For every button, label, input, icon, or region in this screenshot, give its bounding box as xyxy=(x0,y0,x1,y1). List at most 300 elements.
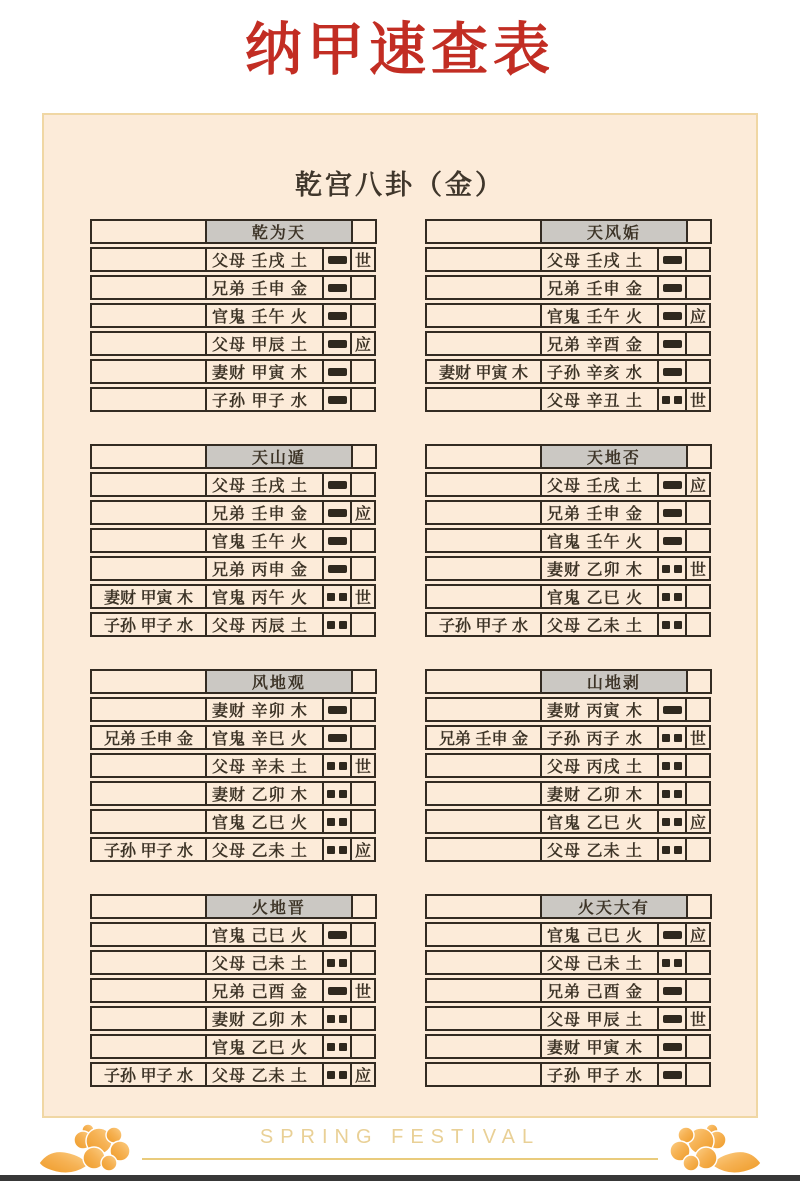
yin-line-cell xyxy=(322,837,352,862)
six-relation-cell: 兄弟 壬申 金 xyxy=(540,500,659,525)
yang-line-cell xyxy=(657,359,687,384)
page-title: 纳甲速查表 xyxy=(245,18,555,82)
table-row xyxy=(425,837,712,862)
yang-line-cell xyxy=(657,500,687,525)
table-row xyxy=(90,612,377,637)
six-relation-cell: 父母 壬戌 土 xyxy=(540,247,659,272)
yang-line-icon xyxy=(663,1015,682,1023)
fushen-cell xyxy=(90,922,207,947)
six-relation-cell: 子孙 甲子 水 xyxy=(205,387,324,412)
yang-line-icon xyxy=(328,312,347,320)
yang-line-icon xyxy=(328,931,347,939)
six-relation-cell: 妻财 乙卯 木 xyxy=(540,781,659,806)
table-row xyxy=(425,556,712,581)
yang-line-cell xyxy=(322,528,352,553)
table-row xyxy=(90,1062,377,1087)
yin-line-cell xyxy=(657,612,687,637)
yin-line-cell xyxy=(657,387,687,412)
yang-line-cell xyxy=(322,922,352,947)
six-relation-cell: 官鬼 辛巳 火 xyxy=(205,725,324,750)
six-relation-cell: 官鬼 己巳 火 xyxy=(540,922,659,947)
shi-ying-marker-cell xyxy=(685,697,711,722)
shi-ying-marker-cell: 应 xyxy=(685,472,711,497)
hexagram-table xyxy=(425,669,712,862)
fushen-cell xyxy=(90,556,207,581)
marker-cell-empty xyxy=(686,219,712,244)
table-row xyxy=(90,247,377,272)
fushen-cell xyxy=(90,1006,207,1031)
yin-line-cell xyxy=(657,584,687,609)
six-relation-cell: 父母 己未 土 xyxy=(540,950,659,975)
table-row xyxy=(425,1062,712,1087)
marker-cell-empty xyxy=(686,444,712,469)
yin-line-cell xyxy=(657,753,687,778)
shi-ying-marker-cell xyxy=(350,950,376,975)
shi-ying-marker-cell xyxy=(685,584,711,609)
yin-line-cell xyxy=(322,781,352,806)
yang-line-icon xyxy=(663,706,682,714)
fushen-cell-empty xyxy=(90,444,207,469)
fushen-cell: 兄弟 壬申 金 xyxy=(425,725,542,750)
fushen-cell xyxy=(90,359,207,384)
shi-ying-marker-cell xyxy=(685,837,711,862)
shi-ying-marker-cell: 世 xyxy=(685,556,711,581)
yin-line-icon xyxy=(327,593,347,601)
table-row xyxy=(425,500,712,525)
six-relation-cell: 妻财 乙卯 木 xyxy=(205,1006,324,1031)
fushen-cell xyxy=(425,247,542,272)
shi-ying-marker-cell xyxy=(685,528,711,553)
shi-ying-marker-cell xyxy=(350,922,376,947)
six-relation-cell: 妻财 乙卯 木 xyxy=(540,556,659,581)
six-relation-cell: 官鬼 乙巳 火 xyxy=(205,809,324,834)
yin-line-icon xyxy=(662,396,682,404)
shi-ying-marker-cell: 应 xyxy=(350,1062,376,1087)
shi-ying-marker-cell: 应 xyxy=(350,500,376,525)
footer-divider xyxy=(142,1158,658,1160)
yin-line-cell xyxy=(322,809,352,834)
yang-line-cell xyxy=(657,303,687,328)
six-relation-cell: 兄弟 丙申 金 xyxy=(205,556,324,581)
hexagram-name: 天地否 xyxy=(540,444,688,469)
yang-line-icon xyxy=(663,284,682,292)
yang-line-cell xyxy=(657,1034,687,1059)
shi-ying-marker-cell: 世 xyxy=(350,584,376,609)
table-row xyxy=(90,781,377,806)
fushen-cell: 子孙 甲子 水 xyxy=(90,612,207,637)
six-relation-cell: 父母 辛丑 土 xyxy=(540,387,659,412)
fushen-cell xyxy=(90,697,207,722)
table-header-row xyxy=(90,219,377,244)
cloud-right-icon xyxy=(664,1120,764,1176)
table-row xyxy=(90,275,377,300)
marker-cell-empty xyxy=(351,669,377,694)
fushen-cell xyxy=(90,753,207,778)
six-relation-cell: 妻财 丙寅 木 xyxy=(540,697,659,722)
shi-ying-marker-cell xyxy=(685,781,711,806)
yang-line-cell xyxy=(322,387,352,412)
shi-ying-marker-cell xyxy=(350,1006,376,1031)
shi-ying-marker-cell: 世 xyxy=(685,1006,711,1031)
table-row xyxy=(425,331,712,356)
fushen-cell xyxy=(425,837,542,862)
shi-ying-marker-cell: 应 xyxy=(685,922,711,947)
fushen-cell xyxy=(425,809,542,834)
marker-cell-empty xyxy=(686,669,712,694)
fushen-cell xyxy=(90,1034,207,1059)
yang-line-cell xyxy=(322,978,352,1003)
yang-line-cell xyxy=(657,1006,687,1031)
shi-ying-marker-cell xyxy=(350,725,376,750)
fushen-cell xyxy=(425,331,542,356)
six-relation-cell: 父母 辛未 土 xyxy=(205,753,324,778)
table-row xyxy=(425,1034,712,1059)
yang-line-icon xyxy=(328,509,347,517)
yin-line-cell xyxy=(322,1034,352,1059)
shi-ying-marker-cell xyxy=(350,528,376,553)
table-row xyxy=(425,697,712,722)
shi-ying-marker-cell xyxy=(350,697,376,722)
shi-ying-marker-cell xyxy=(350,303,376,328)
yang-line-icon xyxy=(328,706,347,714)
yang-line-cell xyxy=(657,528,687,553)
yin-line-icon xyxy=(662,734,682,742)
fushen-cell xyxy=(90,472,207,497)
shi-ying-marker-cell xyxy=(685,247,711,272)
hexagram-name: 山地剥 xyxy=(540,669,688,694)
table-row xyxy=(90,725,377,750)
shi-ying-marker-cell: 世 xyxy=(350,247,376,272)
six-relation-cell: 子孙 丙子 水 xyxy=(540,725,659,750)
table-row xyxy=(90,922,377,947)
shi-ying-marker-cell: 世 xyxy=(350,753,376,778)
six-relation-cell: 妻财 乙卯 木 xyxy=(205,781,324,806)
fushen-cell xyxy=(425,753,542,778)
fushen-cell xyxy=(425,556,542,581)
fushen-cell: 兄弟 壬申 金 xyxy=(90,725,207,750)
yang-line-cell xyxy=(657,472,687,497)
six-relation-cell: 官鬼 乙巳 火 xyxy=(540,584,659,609)
six-relation-cell: 官鬼 丙午 火 xyxy=(205,584,324,609)
yang-line-icon xyxy=(663,481,682,489)
hexagram-table xyxy=(90,894,377,1087)
table-header-row xyxy=(90,894,377,919)
yin-line-cell xyxy=(657,950,687,975)
yang-line-cell xyxy=(657,247,687,272)
yang-line-icon xyxy=(328,565,347,573)
yang-line-icon xyxy=(328,256,347,264)
six-relation-cell: 兄弟 己酉 金 xyxy=(205,978,324,1003)
yang-line-cell xyxy=(322,556,352,581)
fushen-cell xyxy=(425,387,542,412)
table-row xyxy=(90,1006,377,1031)
table-header-row xyxy=(425,444,712,469)
fushen-cell xyxy=(425,528,542,553)
table-row xyxy=(90,331,377,356)
six-relation-cell: 兄弟 辛酉 金 xyxy=(540,331,659,356)
fushen-cell xyxy=(90,500,207,525)
six-relation-cell: 妻财 甲寅 木 xyxy=(205,359,324,384)
table-row xyxy=(90,359,377,384)
yin-line-cell xyxy=(322,612,352,637)
shi-ying-marker-cell xyxy=(685,950,711,975)
yang-line-icon xyxy=(663,368,682,376)
yang-line-cell xyxy=(322,697,352,722)
yang-line-icon xyxy=(328,284,347,292)
yang-line-cell xyxy=(657,922,687,947)
yang-line-cell xyxy=(322,725,352,750)
six-relation-cell: 父母 己未 土 xyxy=(205,950,324,975)
fushen-cell xyxy=(425,584,542,609)
shi-ying-marker-cell xyxy=(685,275,711,300)
shi-ying-marker-cell xyxy=(350,809,376,834)
shi-ying-marker-cell xyxy=(350,359,376,384)
table-header-row xyxy=(425,894,712,919)
fushen-cell xyxy=(90,387,207,412)
yin-line-icon xyxy=(662,959,682,967)
yang-line-cell xyxy=(322,275,352,300)
table-row xyxy=(425,950,712,975)
fushen-cell xyxy=(90,950,207,975)
shi-ying-marker-cell: 应 xyxy=(685,809,711,834)
yang-line-cell xyxy=(657,331,687,356)
table-row xyxy=(90,472,377,497)
table-row xyxy=(425,978,712,1003)
fushen-cell: 子孙 甲子 水 xyxy=(425,612,542,637)
tables-grid xyxy=(90,219,712,1087)
table-row xyxy=(425,809,712,834)
marker-cell-empty xyxy=(686,894,712,919)
cloud-left-icon xyxy=(36,1120,136,1176)
yang-line-cell xyxy=(657,978,687,1003)
six-relation-cell: 父母 乙未 土 xyxy=(540,837,659,862)
shi-ying-marker-cell xyxy=(350,781,376,806)
fushen-cell-empty xyxy=(90,219,207,244)
fushen-cell xyxy=(425,1062,542,1087)
yang-line-cell xyxy=(322,303,352,328)
table-row xyxy=(90,584,377,609)
shi-ying-marker-cell xyxy=(685,359,711,384)
fushen-cell xyxy=(90,303,207,328)
table-row xyxy=(425,247,712,272)
six-relation-cell: 兄弟 壬申 金 xyxy=(205,500,324,525)
hexagram-table xyxy=(90,444,377,637)
yang-line-icon xyxy=(663,1071,682,1079)
table-row xyxy=(425,275,712,300)
yang-line-icon xyxy=(663,509,682,517)
yin-line-cell xyxy=(657,809,687,834)
yin-line-cell xyxy=(322,753,352,778)
fushen-cell xyxy=(425,1034,542,1059)
yang-line-cell xyxy=(322,331,352,356)
six-relation-cell: 父母 壬戌 土 xyxy=(205,472,324,497)
six-relation-cell: 官鬼 乙巳 火 xyxy=(205,1034,324,1059)
hexagram-name: 天风姤 xyxy=(540,219,688,244)
six-relation-cell: 官鬼 壬午 火 xyxy=(540,528,659,553)
fushen-cell: 子孙 甲子 水 xyxy=(90,837,207,862)
shi-ying-marker-cell: 应 xyxy=(350,837,376,862)
six-relation-cell: 兄弟 壬申 金 xyxy=(205,275,324,300)
yang-line-icon xyxy=(663,931,682,939)
table-row xyxy=(90,950,377,975)
table-row xyxy=(90,753,377,778)
yang-line-icon xyxy=(663,256,682,264)
table-row xyxy=(425,725,712,750)
fushen-cell-empty xyxy=(425,669,542,694)
fushen-cell xyxy=(90,809,207,834)
hexagram-name: 风地观 xyxy=(205,669,353,694)
six-relation-cell: 子孙 辛亥 水 xyxy=(540,359,659,384)
hexagram-table xyxy=(90,219,377,412)
shi-ying-marker-cell: 世 xyxy=(685,725,711,750)
yang-line-cell xyxy=(657,697,687,722)
yin-line-icon xyxy=(327,1015,347,1023)
six-relation-cell: 父母 丙辰 土 xyxy=(205,612,324,637)
six-relation-cell: 官鬼 己巳 火 xyxy=(205,922,324,947)
hexagram-name: 火地晋 xyxy=(205,894,353,919)
bottom-bar xyxy=(0,1175,800,1181)
fushen-cell xyxy=(90,781,207,806)
six-relation-cell: 父母 丙戌 土 xyxy=(540,753,659,778)
yin-line-cell xyxy=(322,1062,352,1087)
shi-ying-marker-cell: 世 xyxy=(685,387,711,412)
six-relation-cell: 妻财 甲寅 木 xyxy=(540,1034,659,1059)
shi-ying-marker-cell xyxy=(350,275,376,300)
fushen-cell xyxy=(425,275,542,300)
fushen-cell xyxy=(90,247,207,272)
yin-line-cell xyxy=(322,584,352,609)
table-row xyxy=(90,809,377,834)
fushen-cell-empty xyxy=(90,669,207,694)
yang-line-icon xyxy=(663,987,682,995)
table-row xyxy=(425,472,712,497)
shi-ying-marker-cell xyxy=(685,612,711,637)
shi-ying-marker-cell xyxy=(350,612,376,637)
fushen-cell-empty xyxy=(425,444,542,469)
yang-line-icon xyxy=(663,340,682,348)
yang-line-cell xyxy=(322,359,352,384)
fushen-cell xyxy=(90,528,207,553)
marker-cell-empty xyxy=(351,894,377,919)
six-relation-cell: 官鬼 壬午 火 xyxy=(540,303,659,328)
fushen-cell: 妻财 甲寅 木 xyxy=(90,584,207,609)
table-row xyxy=(90,697,377,722)
table-row xyxy=(90,556,377,581)
fushen-cell xyxy=(425,781,542,806)
table-row xyxy=(425,781,712,806)
yin-line-cell xyxy=(322,1006,352,1031)
six-relation-cell: 父母 甲辰 土 xyxy=(540,1006,659,1031)
fushen-cell xyxy=(90,275,207,300)
table-row xyxy=(425,922,712,947)
table-row xyxy=(90,978,377,1003)
shi-ying-marker-cell xyxy=(685,1062,711,1087)
shi-ying-marker-cell xyxy=(350,1034,376,1059)
fushen-cell xyxy=(425,978,542,1003)
six-relation-cell: 父母 乙未 土 xyxy=(540,612,659,637)
marker-cell-empty xyxy=(351,444,377,469)
table-row xyxy=(425,359,712,384)
yin-line-icon xyxy=(327,959,347,967)
shi-ying-marker-cell xyxy=(685,753,711,778)
yin-line-icon xyxy=(662,593,682,601)
fushen-cell-empty xyxy=(90,894,207,919)
yin-line-icon xyxy=(327,1043,347,1051)
table-row xyxy=(90,303,377,328)
yin-line-icon xyxy=(662,790,682,798)
yang-line-icon xyxy=(328,396,347,404)
six-relation-cell: 父母 壬戌 土 xyxy=(205,247,324,272)
yin-line-icon xyxy=(662,621,682,629)
table-row xyxy=(425,584,712,609)
fushen-cell xyxy=(425,500,542,525)
yin-line-icon xyxy=(662,818,682,826)
yang-line-icon xyxy=(328,987,347,995)
six-relation-cell: 官鬼 乙巳 火 xyxy=(540,809,659,834)
fushen-cell xyxy=(425,922,542,947)
yang-line-cell xyxy=(657,1062,687,1087)
hexagram-table xyxy=(425,219,712,412)
hexagram-table xyxy=(425,894,712,1087)
yang-line-icon xyxy=(663,537,682,545)
hexagram-name: 乾为天 xyxy=(205,219,353,244)
shi-ying-marker-cell: 应 xyxy=(350,331,376,356)
yang-line-icon xyxy=(328,734,347,742)
six-relation-cell: 子孙 甲子 水 xyxy=(540,1062,659,1087)
table-row xyxy=(425,612,712,637)
yin-line-icon xyxy=(327,621,347,629)
fushen-cell xyxy=(425,950,542,975)
yin-line-icon xyxy=(327,762,347,770)
six-relation-cell: 官鬼 壬午 火 xyxy=(205,528,324,553)
shi-ying-marker-cell xyxy=(350,472,376,497)
six-relation-cell: 官鬼 壬午 火 xyxy=(205,303,324,328)
yin-line-icon xyxy=(327,818,347,826)
six-relation-cell: 兄弟 壬申 金 xyxy=(540,275,659,300)
table-row xyxy=(425,1006,712,1031)
yin-line-cell xyxy=(657,725,687,750)
six-relation-cell: 父母 乙未 土 xyxy=(205,837,324,862)
yang-line-icon xyxy=(328,481,347,489)
shi-ying-marker-cell xyxy=(685,331,711,356)
shi-ying-marker-cell xyxy=(350,387,376,412)
table-row xyxy=(90,837,377,862)
yang-line-icon xyxy=(328,537,347,545)
yang-line-cell xyxy=(657,275,687,300)
fushen-cell xyxy=(425,697,542,722)
fushen-cell-empty xyxy=(425,219,542,244)
six-relation-cell: 妻财 辛卯 木 xyxy=(205,697,324,722)
marker-cell-empty xyxy=(351,219,377,244)
table-row xyxy=(90,387,377,412)
yang-line-cell xyxy=(322,247,352,272)
six-relation-cell: 父母 甲辰 土 xyxy=(205,331,324,356)
fushen-cell-empty xyxy=(425,894,542,919)
six-relation-cell: 父母 壬戌 土 xyxy=(540,472,659,497)
yin-line-cell xyxy=(657,781,687,806)
table-header-row xyxy=(425,669,712,694)
six-relation-cell: 父母 乙未 土 xyxy=(205,1062,324,1087)
yang-line-icon xyxy=(663,312,682,320)
fushen-cell xyxy=(90,331,207,356)
shi-ying-marker-cell xyxy=(685,978,711,1003)
yang-line-icon xyxy=(328,368,347,376)
fushen-cell: 妻财 甲寅 木 xyxy=(425,359,542,384)
yin-line-icon xyxy=(662,565,682,573)
fushen-cell xyxy=(425,472,542,497)
yin-line-icon xyxy=(327,1071,347,1079)
yin-line-cell xyxy=(657,556,687,581)
